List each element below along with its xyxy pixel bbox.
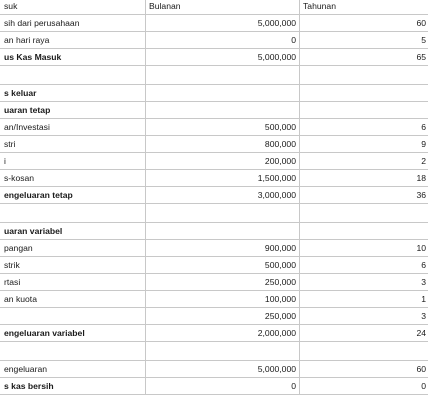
label-cell[interactable] (0, 342, 146, 361)
table-row (0, 15, 428, 32)
table-row (0, 85, 428, 102)
yearly-cell[interactable]: 3 (300, 274, 428, 291)
monthly-cell[interactable] (146, 223, 300, 240)
monthly-cell[interactable]: 500,000 (146, 257, 300, 274)
table-row (0, 49, 428, 66)
monthly-cell[interactable] (146, 66, 300, 85)
table-row (0, 32, 428, 49)
monthly-cell[interactable] (146, 204, 300, 223)
label-cell[interactable] (0, 66, 146, 85)
label-cell[interactable]: an hari raya (0, 32, 146, 49)
table-row (0, 119, 428, 136)
yearly-cell[interactable]: 18 (300, 170, 428, 187)
label-cell[interactable]: engeluaran (0, 361, 146, 378)
monthly-cell[interactable]: 3,000,000 (146, 187, 300, 204)
monthly-cell[interactable] (146, 85, 300, 102)
header-row (0, 0, 428, 15)
yearly-cell[interactable]: 0 (300, 378, 428, 395)
table-row (0, 187, 428, 204)
label-cell[interactable] (0, 204, 146, 223)
yearly-cell[interactable]: 6 (300, 119, 428, 136)
label-cell[interactable]: stri (0, 136, 146, 153)
yearly-cell[interactable]: 10 (300, 240, 428, 257)
table-row (0, 136, 428, 153)
yearly-cell[interactable] (300, 102, 428, 119)
yearly-cell[interactable]: 60 (300, 361, 428, 378)
monthly-cell[interactable]: 250,000 (146, 274, 300, 291)
yearly-cell[interactable]: 65 (300, 49, 428, 66)
table-row (0, 361, 428, 378)
yearly-cell[interactable] (300, 342, 428, 361)
label-cell[interactable] (0, 308, 146, 325)
table-row (0, 66, 428, 85)
table-row (0, 291, 428, 308)
table-row (0, 308, 428, 325)
monthly-cell[interactable]: 5,000,000 (146, 361, 300, 378)
monthly-cell[interactable]: 900,000 (146, 240, 300, 257)
label-cell[interactable]: suk (0, 0, 146, 15)
label-cell[interactable]: s-kosan (0, 170, 146, 187)
yearly-cell[interactable] (300, 204, 428, 223)
label-cell[interactable]: an/Investasi (0, 119, 146, 136)
yearly-cell[interactable]: 24 (300, 325, 428, 342)
yearly-cell[interactable]: 3 (300, 308, 428, 325)
monthly-cell[interactable] (146, 102, 300, 119)
table-row (0, 342, 428, 361)
label-cell[interactable]: sih dari perusahaan (0, 15, 146, 32)
monthly-cell[interactable]: 5,000,000 (146, 49, 300, 66)
label-cell[interactable]: rtasi (0, 274, 146, 291)
yearly-cell[interactable] (300, 223, 428, 240)
table-row (0, 257, 428, 274)
yearly-cell[interactable]: 5 (300, 32, 428, 49)
table-row (0, 170, 428, 187)
label-cell[interactable]: s keluar (0, 85, 146, 102)
monthly-cell[interactable]: 1,500,000 (146, 170, 300, 187)
monthly-cell[interactable]: 2,000,000 (146, 325, 300, 342)
monthly-cell[interactable]: 0 (146, 378, 300, 395)
label-cell[interactable]: us Kas Masuk (0, 49, 146, 66)
yearly-cell[interactable]: 9 (300, 136, 428, 153)
yearly-cell[interactable]: 60 (300, 15, 428, 32)
yearly-cell[interactable] (300, 66, 428, 85)
label-cell[interactable]: i (0, 153, 146, 170)
monthly-cell[interactable]: 500,000 (146, 119, 300, 136)
monthly-cell[interactable]: 250,000 (146, 308, 300, 325)
yearly-cell[interactable]: 6 (300, 257, 428, 274)
table-row (0, 325, 428, 342)
label-cell[interactable]: uaran tetap (0, 102, 146, 119)
monthly-cell[interactable]: 200,000 (146, 153, 300, 170)
table-row (0, 240, 428, 257)
label-cell[interactable]: pangan (0, 240, 146, 257)
label-cell[interactable]: strik (0, 257, 146, 274)
monthly-cell[interactable]: 5,000,000 (146, 15, 300, 32)
label-cell[interactable]: engeluaran variabel (0, 325, 146, 342)
yearly-cell[interactable]: 36 (300, 187, 428, 204)
monthly-cell[interactable] (146, 342, 300, 361)
monthly-cell[interactable]: 100,000 (146, 291, 300, 308)
label-cell[interactable]: an kuota (0, 291, 146, 308)
yearly-cell[interactable]: Tahunan (300, 0, 428, 15)
label-cell[interactable]: s kas bersih (0, 378, 146, 395)
table-row (0, 204, 428, 223)
yearly-cell[interactable]: 2 (300, 153, 428, 170)
monthly-cell[interactable]: 800,000 (146, 136, 300, 153)
label-cell[interactable]: engeluaran tetap (0, 187, 146, 204)
table-row (0, 378, 428, 395)
monthly-cell[interactable]: Bulanan (146, 0, 300, 15)
label-cell[interactable]: uaran variabel (0, 223, 146, 240)
yearly-cell[interactable] (300, 85, 428, 102)
table-row (0, 153, 428, 170)
table-row (0, 223, 428, 240)
yearly-cell[interactable]: 1 (300, 291, 428, 308)
monthly-cell[interactable]: 0 (146, 32, 300, 49)
table-row (0, 274, 428, 291)
table-row (0, 102, 428, 119)
